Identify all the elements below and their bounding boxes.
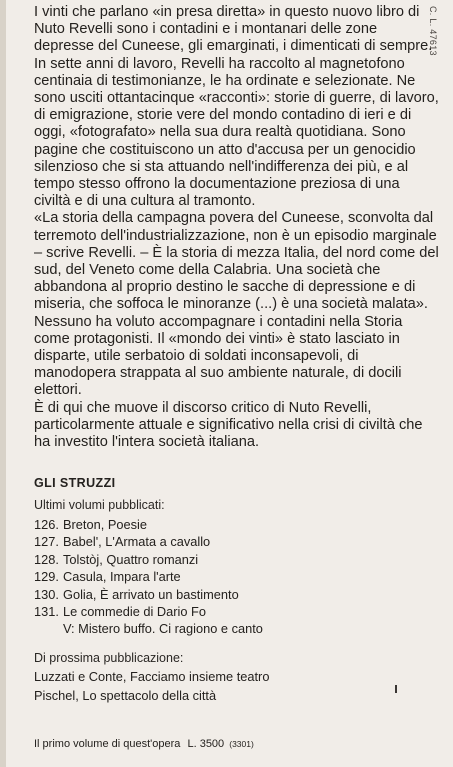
list-item: Luzzati e Conte, Facciamo insieme teatro	[34, 669, 270, 684]
footer	[34, 738, 439, 750]
description-paragraph: «La storia della campagna povera del Cuneese, sconvolta dal terremoto dell'industrializzazione, non è un episodio marginale – scrive Revelli. – È la storia di mezza Italia, del nord come del sud, del Veneto come della Calabria. Una società che abbandona al proprio destino le sacche di depressione e di miseria, che soffoca le minoranze (...) è una società malata». Nessuno ha voluto accompagnare i contadini nella Storia come protagonisti. Il «mondo dei vinti» è stato lasciato in disparte, utile serbatoio di soldati inconsapevoli, di manodopera strappata al suo ambiente naturale, di docili elettori.	[34, 210, 439, 399]
list-item	[34, 551, 394, 568]
list-item	[34, 568, 394, 585]
list-item	[34, 533, 394, 550]
volume-title: Tolstòj, Quattro romanzi	[63, 551, 199, 567]
volume-title: Casula, Impara l'arte	[63, 569, 181, 585]
price-code: (3301)	[229, 739, 254, 749]
volume-number: 130.	[34, 586, 59, 602]
upcoming-heading: Di prossima pubblicazione:	[34, 651, 184, 665]
footer-label: Il primo volume di quest'opera	[34, 738, 181, 750]
recent-volumes-list	[34, 516, 394, 638]
description-paragraph: È di qui che muove il discorso critico di Nuto Revelli, particolarmente attuale e significativo nella crisi di civiltà che ha investito l'intera società italiana.	[34, 399, 423, 451]
description-paragraph: I vinti che parlano «in presa diretta» in questo nuovo libro di Nuto Revelli sono i contadini e i montanari delle zone depresse del Cuneese, gli emarginati, i dimenticati di sempre. In sette anni di lavoro, Revelli ha raccolto al magnetofono centinaia di testimonianze, le ha ordinate e selezionate. Ne sono usciti ottantacinque «racconti»: storie di guerre, di lavoro, di emigrazione, storie vere del mondo contadino di ieri e di oggi, «fotografato» nella sua dura realtà quotidiana. Sono pagine che costituiscono un atto d'accusa per un genocidio silenzioso che si sta attuando nell'indifferenza dei più, e al tempo stesso offrono la documentazione preziosa di una civiltà e di una cultura al tramonto.	[34, 4, 439, 210]
list-item	[34, 603, 394, 638]
volume-number: 126.	[34, 517, 59, 532]
volume-number: 127.	[34, 534, 59, 550]
list-item: Pischel, Lo spettacolo della città	[34, 687, 217, 703]
volume-title: Babel', L'Armata a cavallo	[63, 534, 211, 550]
price: L. 3500	[187, 738, 225, 750]
print-mark	[395, 685, 397, 693]
upcoming-list	[34, 668, 394, 705]
description-text	[34, 4, 439, 451]
volume-number: 128.	[34, 551, 59, 567]
list-item	[34, 586, 394, 603]
volume-title: Golia, È arrivato un bastimento	[63, 586, 239, 602]
volume-number: 131.	[34, 604, 59, 620]
volume-title: Le commedie di Dario Fo V: Mistero buffo. Ci ragiono e canto	[63, 604, 263, 637]
catalog-code: C. L. 47613	[428, 6, 438, 56]
volume-number: 129.	[34, 569, 59, 585]
recent-volumes-heading: Ultimi volumi pubblicati:	[34, 498, 165, 512]
volume-title: Breton, Poesie	[63, 517, 147, 532]
series-title: GLI STRUZZI	[34, 476, 116, 490]
list-item	[34, 516, 394, 533]
